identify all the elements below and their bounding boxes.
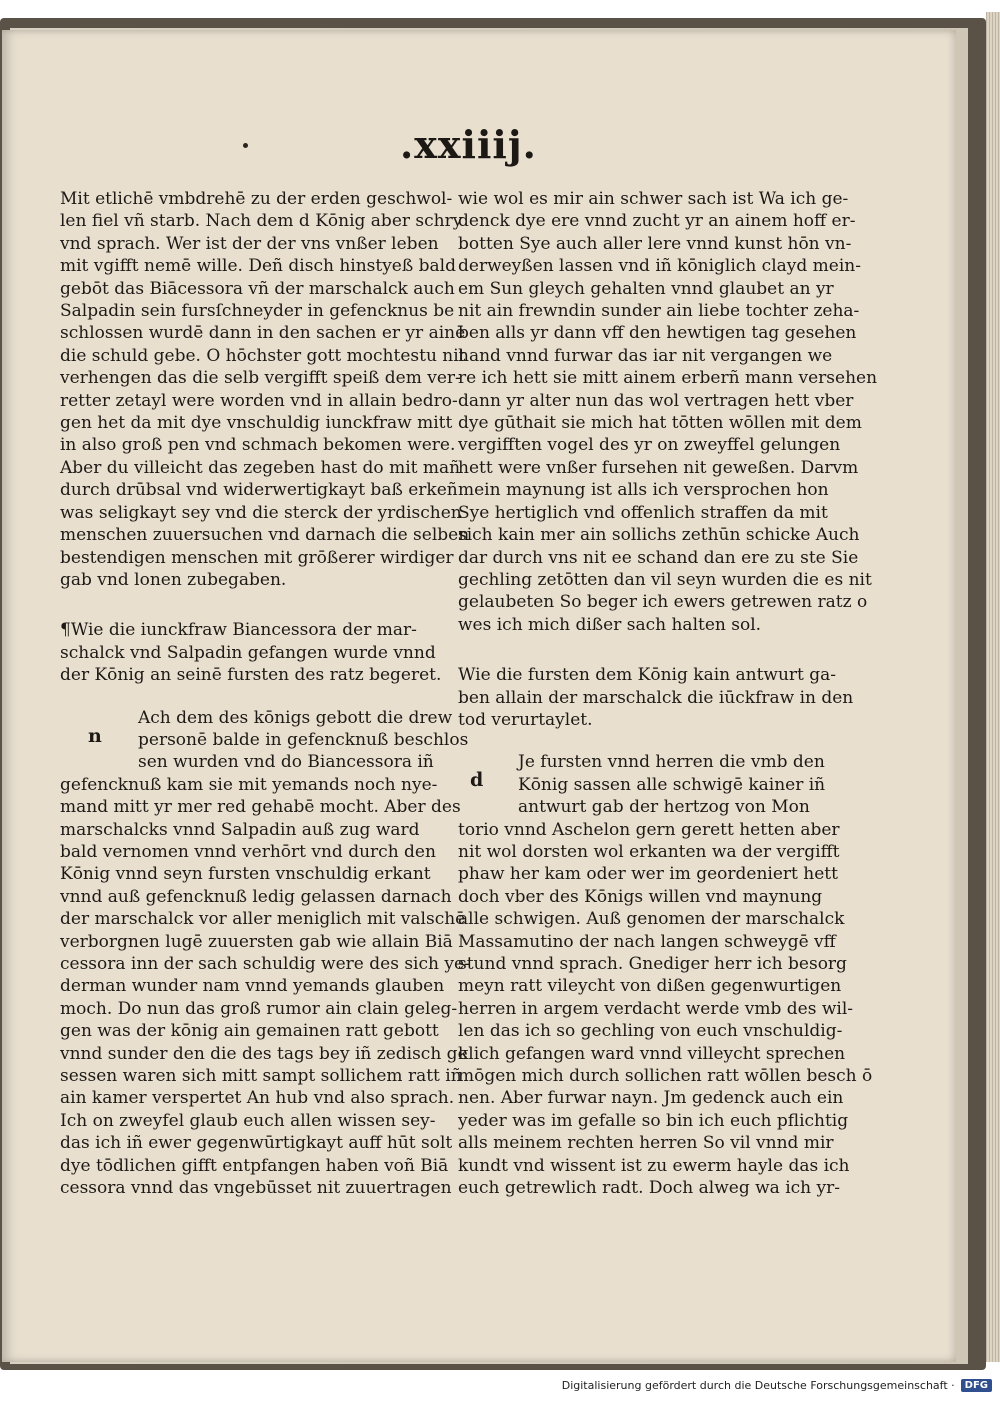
text-line: sich kain mer ain sollichs zethūn schicke Auch xyxy=(458,525,860,546)
text-line: cessora inn der sach schuldig were des sich ye- xyxy=(60,954,470,974)
text-line: mōgen mich durch sollichen ratt wōllen besch ō xyxy=(458,1066,873,1087)
text-line: schalck vnd Salpadin gefangen wurde vnnd xyxy=(60,642,436,663)
text-line: Salpadin sein fursſchneyder in gefencknus be xyxy=(60,301,455,322)
folio-number: .xxiiij. xyxy=(400,122,537,167)
right-chapter-heading xyxy=(458,664,854,731)
left-column xyxy=(60,188,470,1199)
text-line: bestendigen menschen mit grōßerer wirdiger xyxy=(60,547,454,568)
text-line: ben allain der marschalck die iūckfraw in den xyxy=(458,687,854,708)
text-line: vnnd auß gefencknuß ledig gelassen darnach xyxy=(60,886,452,907)
left-initial-block xyxy=(60,707,469,774)
left-paragraph-2-indented xyxy=(60,707,469,774)
text-line: dar durch vns nit ee schand dan ere zu ste Sie xyxy=(458,547,859,568)
text-line: len das ich so gechling von euch vnschuldig- xyxy=(458,1021,843,1042)
text-line: cessora vnnd das vngebūsset nit zuuertragen xyxy=(60,1178,452,1199)
text-line: derweyßen lassen vnd iñ kōniglich clayd mein- xyxy=(458,256,861,277)
text-line: hand vnnd furwar das iar nit vergangen we xyxy=(458,345,833,366)
text-line: yeder was im gefalle so bin ich euch pflichtig xyxy=(458,1110,849,1131)
text-line: ain kamer verspertet An hub vnd also sprach. xyxy=(60,1088,455,1109)
text-line: mand mitt yr mer red gehabē mocht. Aber des xyxy=(60,797,461,818)
text-line: nen. Aber furwar nayn. Jm gedenck auch ein xyxy=(458,1088,844,1109)
text-line: bald vernomen vnnd verhōrt vnd durch den xyxy=(60,841,436,862)
text-line: der Kōnig an seinē fursten des ratz begeret. xyxy=(60,665,442,686)
text-line: wes ich mich dißer sach halten sol. xyxy=(458,614,762,635)
left-chapter-heading xyxy=(60,619,442,686)
text-line: vnd sprach. Wer ist der der vns vnßer leben xyxy=(60,233,439,254)
text-line: euch getrewlich radt. Doch alweg wa ich yr- xyxy=(458,1178,841,1199)
text-line: mein maynung ist alls ich versprochen hon xyxy=(458,480,829,501)
text-line: vnnd sunder den die des tags bey iñ zedisch ge xyxy=(60,1043,468,1064)
text-line: nit wol dorsten wol erkanten wa der vergifft xyxy=(458,841,840,862)
text-line: retter zetayl were worden vnd in allain bedro- xyxy=(60,390,458,411)
text-line: in also groß pen vnd schmach bekomen were. xyxy=(60,435,456,456)
text-line: der marschalck vor aller meniglich mit valschē xyxy=(60,909,466,930)
text-line: verhengen das die selb vergifft speiß dem ver- xyxy=(60,368,461,389)
footer-text: Digitalisierung gefördert durch die Deutsche Forschungsgemeinschaft · xyxy=(561,1378,955,1392)
left-paragraph-1 xyxy=(60,188,470,591)
text-line: alls meinem rechten herren So vil vnnd mir xyxy=(458,1133,834,1154)
text-line: alle schwigen. Auß genomen der marschalck xyxy=(458,909,845,930)
text-line: len fiel vñ starb. Nach dem d Kōnig aber schry xyxy=(60,211,463,232)
text-line: sessen waren sich mitt sampt sollichem ratt iñ xyxy=(60,1066,462,1087)
text-line: Ach dem des kōnigs gebott die drew xyxy=(138,707,453,728)
text-line: nit ain frewndin sunder ain liebe tochter zeha- xyxy=(458,301,860,322)
text-line: antwurt gab der hertzog von Mon xyxy=(518,797,810,818)
text-line: derman wunder nam vnnd yemands glauben xyxy=(60,976,445,997)
text-line: sen wurden vnd do Biancessora iñ xyxy=(138,752,434,773)
text-line: menschen zuuersuchen vnd darnach die selben xyxy=(60,525,470,546)
text-line: Aber du villeicht das zegeben hast do mit mañ xyxy=(60,457,461,478)
left-initial-letter: n xyxy=(88,724,102,747)
text-line: Ich on zweyfel glaub euch allen wissen sey- xyxy=(60,1110,436,1131)
right-paragraph-1 xyxy=(458,188,878,636)
text-line: die schuld gebe. O hōchster gott mochtestu nit xyxy=(60,345,466,366)
dfg-logo: DFG xyxy=(961,1379,992,1392)
text-line: ¶Wie die iunckfraw Biancessora der mar- xyxy=(60,620,417,641)
text-line: kundt vnd wissent ist zu ewerm hayle das ich xyxy=(458,1155,850,1176)
text-line: durch drūbsal vnd widerwertigkayt baß erkeñ xyxy=(60,480,458,501)
text-line: verborgnen lugē zuuersten gab wie allain Biā xyxy=(60,931,453,952)
text-line: gen was der kōnig ain gemainen ratt gebott xyxy=(60,1021,439,1042)
text-line: em Sun gleych gehalten vnnd glaubet an yr xyxy=(458,278,834,299)
right-paragraph-2-indented xyxy=(458,751,826,818)
text-line: meyn ratt vileycht von dißen gegenwurtigen xyxy=(458,976,842,997)
text-line: was seligkayt sey vnd die sterck der yrdischen xyxy=(60,502,462,523)
text-line: Wie die fursten dem Kōnig kain antwurt ga- xyxy=(458,665,837,686)
right-column xyxy=(458,188,878,1199)
left-paragraph-2 xyxy=(60,774,470,1200)
text-line: gelaubeten So beger ich ewers getrewen ratz o xyxy=(458,592,868,613)
text-line: Mit etlichē vmbdrehē zu der erden geschwol- xyxy=(60,189,453,209)
text-line: herren in argem verdacht werde vmb des wil- xyxy=(458,998,854,1019)
text-line: mit vgifft nemē wille. Deñ disch hinstyeß bald xyxy=(60,256,456,277)
text-line: tod verurtaylet. xyxy=(458,709,593,730)
right-paragraph-2 xyxy=(458,819,873,1200)
text-line: hett were vnßer fursehen nit geweßen. Darvm xyxy=(458,457,859,478)
text-line: gebōt das Biācessora vñ der marschalck auch xyxy=(60,278,455,299)
text-line: denck dye ere vnnd zucht yr an ainem hoff er- xyxy=(458,211,856,232)
text-line: Sye hertiglich vnd offenlich straffen da mit xyxy=(458,502,828,523)
text-line: Kōnig vnnd seyn fursten vnschuldig erkant xyxy=(60,864,431,885)
text-line: das ich iñ ewer gegenwūrtigkayt auff hūt solt xyxy=(60,1133,453,1154)
text-line: moch. Do nun das groß rumor ain clain geleg- xyxy=(60,998,458,1019)
text-line: stund vnnd sprach. Gnediger herr ich besorg xyxy=(458,954,847,974)
text-line: gefencknuß kam sie mit yemands noch nye- xyxy=(60,774,438,795)
text-line: Kōnig sassen alle schwigē kainer iñ xyxy=(518,774,826,795)
text-line: wie wol es mir ain schwer sach ist Wa ich ge- xyxy=(458,189,849,209)
right-initial-block xyxy=(458,751,826,818)
text-line: ben alls yr dann vff den hewtigen tag gesehen xyxy=(458,323,857,344)
text-line: torio vnnd Aschelon gern gerett hetten aber xyxy=(458,819,840,840)
text-line: gechling zetōtten dan vil seyn wurden die es nit xyxy=(458,569,872,590)
text-line: dye gūthait sie mich hat tōtten wōllen mit dem xyxy=(458,413,862,434)
right-initial-letter: d xyxy=(470,769,484,792)
text-line: dann yr alter nun das wol vertragen hett vber xyxy=(458,390,854,411)
footer-credit xyxy=(562,1376,992,1394)
text-line: gab vnd lonen zubegaben. xyxy=(60,569,287,590)
text-line: doch vber des Kōnigs willen vnd maynung xyxy=(458,886,823,907)
ink-dot xyxy=(243,143,248,148)
text-line: re ich hett sie mitt ainem erberñ mann versehen xyxy=(458,368,878,389)
text-line: klich gefangen ward vnnd villeycht sprechen xyxy=(458,1043,846,1064)
text-line: botten Sye auch aller lere vnnd kunst hōn vn- xyxy=(458,233,852,254)
text-line: vergifften vogel des yr on zweyffel gelungen xyxy=(458,435,841,456)
text-line: personē balde in gefencknuß beschlos xyxy=(138,729,469,750)
text-line: Je fursten vnnd herren die vmb den xyxy=(518,752,825,773)
text-line: Massamutino der nach langen schweygē vff xyxy=(458,931,836,952)
text-line: gen het da mit dye vnschuldig iunckfraw mitt xyxy=(60,413,453,434)
text-line: phaw her kam oder wer im geordeniert hett xyxy=(458,864,838,885)
text-line: dye tōdlichen gifft entpfangen haben voñ Biā xyxy=(60,1155,449,1176)
page-edges xyxy=(986,12,1000,1362)
text-line: marschalcks vnnd Salpadin auß zug ward xyxy=(60,819,420,840)
text-line: schlossen wurdē dann in den sachen er yr ainē xyxy=(60,323,466,344)
